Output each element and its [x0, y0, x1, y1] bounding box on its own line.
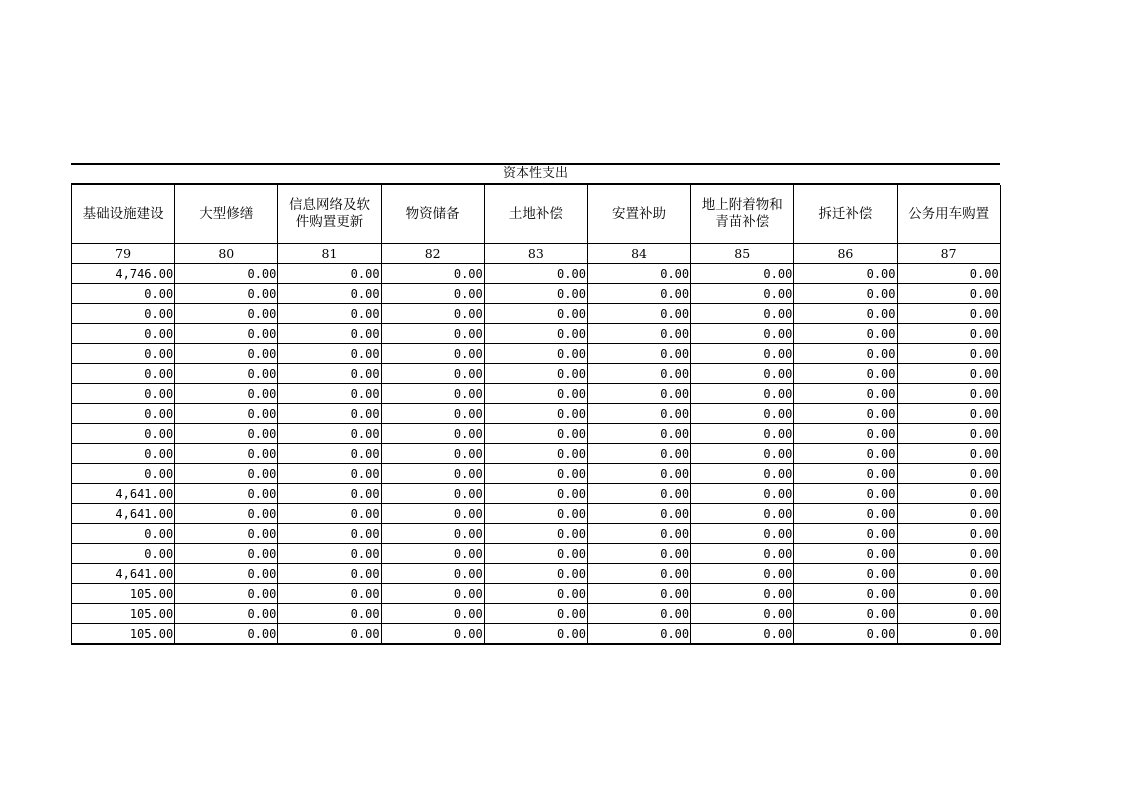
- table-cell[interactable]: 0.00: [897, 284, 1000, 304]
- table-row: [72, 384, 1001, 404]
- table-cell[interactable]: 0.00: [587, 584, 690, 604]
- table-cell[interactable]: 0.00: [794, 544, 897, 564]
- table-cell[interactable]: 0.00: [484, 584, 587, 604]
- table-cell[interactable]: 0.00: [72, 284, 175, 304]
- table-cell[interactable]: 0.00: [278, 344, 381, 364]
- table-cell[interactable]: 0.00: [278, 324, 381, 344]
- table-cell[interactable]: 0.00: [484, 564, 587, 584]
- column-header: 地上附着物和青苗补偿: [691, 185, 794, 244]
- table-cell[interactable]: 0.00: [587, 624, 690, 645]
- table-cell[interactable]: 0.00: [587, 604, 690, 624]
- table-cell[interactable]: 0.00: [691, 284, 794, 304]
- table-row: [72, 504, 1001, 524]
- table-cell[interactable]: 0.00: [278, 464, 381, 484]
- table-cell[interactable]: 0.00: [587, 484, 690, 504]
- table-row: [72, 344, 1001, 364]
- table-cell[interactable]: 0.00: [72, 384, 175, 404]
- table-cell[interactable]: 0.00: [794, 444, 897, 464]
- table-cell[interactable]: 0.00: [897, 524, 1000, 544]
- table-cell[interactable]: 0.00: [175, 464, 278, 484]
- table-cell[interactable]: 0.00: [794, 344, 897, 364]
- table-cell[interactable]: 0.00: [691, 324, 794, 344]
- table-cell[interactable]: 0.00: [278, 504, 381, 524]
- table-cell[interactable]: 0.00: [691, 444, 794, 464]
- table-cell[interactable]: 0.00: [587, 524, 690, 544]
- table-row: [72, 524, 1001, 544]
- table-cell[interactable]: 0.00: [175, 364, 278, 384]
- table-cell[interactable]: 0.00: [794, 304, 897, 324]
- table-cell[interactable]: 0.00: [897, 604, 1000, 624]
- table-cell[interactable]: 0.00: [897, 464, 1000, 484]
- table-cell[interactable]: 0.00: [72, 464, 175, 484]
- table-cell[interactable]: 0.00: [278, 284, 381, 304]
- table-cell[interactable]: 0.00: [587, 464, 690, 484]
- column-header: 拆迁补偿: [794, 185, 897, 244]
- table-cell[interactable]: 0.00: [897, 384, 1000, 404]
- table-cell[interactable]: 0.00: [897, 444, 1000, 464]
- table-cell[interactable]: 0.00: [484, 524, 587, 544]
- column-code: 86: [794, 244, 897, 264]
- table-cell[interactable]: 0.00: [484, 324, 587, 344]
- table-cell[interactable]: 0.00: [278, 624, 381, 645]
- column-header: 物资储备: [381, 185, 484, 244]
- table-cell[interactable]: 4,641.00: [72, 564, 175, 584]
- table-cell[interactable]: 0.00: [381, 284, 484, 304]
- column-header: 基础设施建设: [72, 185, 175, 244]
- data-table: [71, 185, 1001, 645]
- column-header: 公务用车购置: [897, 185, 1000, 244]
- table-row: [72, 404, 1001, 424]
- table-cell[interactable]: 0.00: [794, 364, 897, 384]
- table-cell[interactable]: 0.00: [175, 344, 278, 364]
- column-header: 土地补偿: [484, 185, 587, 244]
- table-cell[interactable]: 0.00: [484, 624, 587, 645]
- table-cell[interactable]: 0.00: [897, 424, 1000, 444]
- table-cell[interactable]: 0.00: [278, 264, 381, 284]
- table-cell[interactable]: 0.00: [381, 264, 484, 284]
- table-cell[interactable]: 0.00: [278, 484, 381, 504]
- table-cell[interactable]: 0.00: [897, 564, 1000, 584]
- table-cell[interactable]: 0.00: [897, 584, 1000, 604]
- table-cell[interactable]: 0.00: [794, 584, 897, 604]
- table-cell[interactable]: 0.00: [794, 324, 897, 344]
- table-cell[interactable]: 0.00: [794, 504, 897, 524]
- table-cell[interactable]: 0.00: [691, 384, 794, 404]
- table-cell[interactable]: 0.00: [175, 484, 278, 504]
- table-cell[interactable]: 0.00: [794, 464, 897, 484]
- table-cell[interactable]: 0.00: [278, 564, 381, 584]
- table-cell[interactable]: 0.00: [175, 324, 278, 344]
- table-cell[interactable]: 0.00: [897, 324, 1000, 344]
- table-cell[interactable]: 0.00: [72, 344, 175, 364]
- table-cell[interactable]: 0.00: [691, 464, 794, 484]
- table-cell[interactable]: 0.00: [175, 524, 278, 544]
- table-cell[interactable]: 0.00: [278, 304, 381, 324]
- table-cell[interactable]: 0.00: [72, 544, 175, 564]
- table-cell[interactable]: 0.00: [691, 624, 794, 645]
- column-code-row: [72, 244, 1001, 264]
- table-cell[interactable]: 0.00: [484, 384, 587, 404]
- column-code: 85: [691, 244, 794, 264]
- table-cell[interactable]: 0.00: [587, 264, 690, 284]
- column-code: 81: [278, 244, 381, 264]
- table-cell[interactable]: 0.00: [381, 544, 484, 564]
- table-cell[interactable]: 0.00: [691, 484, 794, 504]
- table-cell[interactable]: 0.00: [381, 364, 484, 384]
- table-cell[interactable]: 105.00: [72, 604, 175, 624]
- table-row: [72, 624, 1001, 645]
- table-row: [72, 304, 1001, 324]
- table-cell[interactable]: 0.00: [484, 484, 587, 504]
- table-cell[interactable]: 0.00: [278, 584, 381, 604]
- table-cell[interactable]: 0.00: [175, 384, 278, 404]
- table-cell[interactable]: 0.00: [381, 584, 484, 604]
- table-cell[interactable]: 0.00: [691, 524, 794, 544]
- column-code: 83: [484, 244, 587, 264]
- table-cell[interactable]: 0.00: [484, 364, 587, 384]
- table-cell[interactable]: 0.00: [794, 604, 897, 624]
- table-cell[interactable]: 0.00: [278, 544, 381, 564]
- table-cell[interactable]: 0.00: [794, 564, 897, 584]
- table-cell[interactable]: 0.00: [587, 504, 690, 524]
- table-cell[interactable]: 0.00: [691, 304, 794, 324]
- table-cell[interactable]: 0.00: [897, 404, 1000, 424]
- column-code: 80: [175, 244, 278, 264]
- table-cell[interactable]: 0.00: [381, 344, 484, 364]
- table-row: [72, 364, 1001, 384]
- table-cell[interactable]: 0.00: [897, 504, 1000, 524]
- column-code: 79: [72, 244, 175, 264]
- column-header: 大型修缮: [175, 185, 278, 244]
- table-cell[interactable]: 4,641.00: [72, 504, 175, 524]
- table-cell[interactable]: 0.00: [72, 404, 175, 424]
- column-header: 信息网络及软件购置更新: [278, 185, 381, 244]
- table-row: [72, 484, 1001, 504]
- table-cell[interactable]: 0.00: [587, 564, 690, 584]
- table-cell[interactable]: 0.00: [484, 404, 587, 424]
- table-cell[interactable]: 0.00: [691, 424, 794, 444]
- table-cell[interactable]: 105.00: [72, 584, 175, 604]
- table-cell[interactable]: 0.00: [278, 444, 381, 464]
- table-cell[interactable]: 0.00: [484, 464, 587, 484]
- table-cell[interactable]: 0.00: [175, 424, 278, 444]
- table-cell[interactable]: 0.00: [691, 264, 794, 284]
- column-header-row: [72, 185, 1001, 244]
- table-cell[interactable]: 0.00: [794, 404, 897, 424]
- table-cell[interactable]: 0.00: [897, 484, 1000, 504]
- table-cell[interactable]: 0.00: [794, 284, 897, 304]
- table-cell[interactable]: 0.00: [175, 444, 278, 464]
- column-header: 安置补助: [587, 185, 690, 244]
- spreadsheet-page: [71, 163, 1000, 645]
- table-cell[interactable]: 0.00: [484, 264, 587, 284]
- table-cell[interactable]: 0.00: [794, 624, 897, 645]
- table-cell[interactable]: 0.00: [381, 424, 484, 444]
- table-cell[interactable]: 0.00: [278, 424, 381, 444]
- table-cell[interactable]: 0.00: [794, 484, 897, 504]
- table-cell[interactable]: 0.00: [587, 364, 690, 384]
- column-code: 84: [587, 244, 690, 264]
- table-cell[interactable]: 0.00: [381, 504, 484, 524]
- table-cell[interactable]: 0.00: [587, 444, 690, 464]
- table-row: [72, 424, 1001, 444]
- table-cell[interactable]: 0.00: [175, 264, 278, 284]
- table-cell[interactable]: 0.00: [381, 404, 484, 424]
- table-cell[interactable]: 0.00: [794, 264, 897, 284]
- table-cell[interactable]: 0.00: [72, 364, 175, 384]
- table-row: [72, 444, 1001, 464]
- table-cell[interactable]: 0.00: [484, 424, 587, 444]
- table-cell[interactable]: 0.00: [72, 444, 175, 464]
- table-cell[interactable]: 0.00: [381, 444, 484, 464]
- column-code: 82: [381, 244, 484, 264]
- table-cell[interactable]: 0.00: [484, 604, 587, 624]
- table-cell[interactable]: 0.00: [484, 444, 587, 464]
- table-cell[interactable]: 0.00: [72, 304, 175, 324]
- table-cell[interactable]: 0.00: [175, 604, 278, 624]
- table-cell[interactable]: 0.00: [484, 504, 587, 524]
- table-cell[interactable]: 0.00: [175, 544, 278, 564]
- table-cell[interactable]: 0.00: [691, 404, 794, 424]
- table-cell[interactable]: 0.00: [278, 364, 381, 384]
- column-code: 87: [897, 244, 1000, 264]
- table-cell[interactable]: 0.00: [587, 544, 690, 564]
- table-cell[interactable]: 0.00: [381, 624, 484, 645]
- table-cell[interactable]: 0.00: [278, 524, 381, 544]
- table-row: [72, 584, 1001, 604]
- table-cell[interactable]: 0.00: [897, 304, 1000, 324]
- table-body: [72, 264, 1001, 645]
- table-cell[interactable]: 0.00: [691, 584, 794, 604]
- table-cell[interactable]: 0.00: [175, 404, 278, 424]
- table-cell[interactable]: 0.00: [175, 564, 278, 584]
- table-cell[interactable]: 0.00: [587, 284, 690, 304]
- section-title: 资本性支出: [71, 165, 1000, 185]
- table-cell[interactable]: 0.00: [278, 604, 381, 624]
- table-row: [72, 284, 1001, 304]
- table-row: [72, 264, 1001, 284]
- table-cell[interactable]: 0.00: [381, 564, 484, 584]
- table-cell[interactable]: 0.00: [587, 344, 690, 364]
- table-cell[interactable]: 0.00: [691, 504, 794, 524]
- table-cell[interactable]: 0.00: [691, 604, 794, 624]
- table-cell[interactable]: 0.00: [175, 304, 278, 324]
- table-cell[interactable]: 0.00: [484, 344, 587, 364]
- table-cell[interactable]: 0.00: [897, 624, 1000, 645]
- table-cell[interactable]: 0.00: [897, 344, 1000, 364]
- table-cell[interactable]: 0.00: [381, 524, 484, 544]
- table-cell[interactable]: 0.00: [794, 384, 897, 404]
- table-cell[interactable]: 0.00: [381, 304, 484, 324]
- table-cell[interactable]: 0.00: [175, 624, 278, 645]
- table-row: [72, 464, 1001, 484]
- table-cell[interactable]: 0.00: [691, 544, 794, 564]
- table-cell[interactable]: 0.00: [897, 364, 1000, 384]
- table-row: [72, 544, 1001, 564]
- table-row: [72, 564, 1001, 584]
- table-cell[interactable]: 0.00: [484, 304, 587, 324]
- table-cell[interactable]: 105.00: [72, 624, 175, 645]
- table-cell[interactable]: 0.00: [381, 484, 484, 504]
- table-cell[interactable]: 0.00: [897, 264, 1000, 284]
- table-cell[interactable]: 0.00: [897, 544, 1000, 564]
- table-cell[interactable]: 0.00: [587, 324, 690, 344]
- table-cell[interactable]: 4,641.00: [72, 484, 175, 504]
- table-cell[interactable]: 0.00: [72, 524, 175, 544]
- table-row: [72, 604, 1001, 624]
- table-cell[interactable]: 0.00: [484, 284, 587, 304]
- table-cell[interactable]: 0.00: [175, 504, 278, 524]
- table-cell[interactable]: 0.00: [587, 404, 690, 424]
- table-row: [72, 324, 1001, 344]
- table-cell[interactable]: 0.00: [175, 584, 278, 604]
- table-cell[interactable]: 0.00: [381, 464, 484, 484]
- table-cell[interactable]: 0.00: [691, 564, 794, 584]
- table-cell[interactable]: 0.00: [587, 424, 690, 444]
- table-cell[interactable]: 0.00: [381, 384, 484, 404]
- table-cell[interactable]: 0.00: [72, 324, 175, 344]
- table-cell[interactable]: 0.00: [484, 544, 587, 564]
- table-cell[interactable]: 0.00: [278, 384, 381, 404]
- table-cell[interactable]: 0.00: [691, 364, 794, 384]
- table-cell[interactable]: 0.00: [381, 604, 484, 624]
- table-cell[interactable]: 0.00: [587, 304, 690, 324]
- table-cell[interactable]: 0.00: [278, 404, 381, 424]
- table-cell[interactable]: 0.00: [794, 424, 897, 444]
- table-cell[interactable]: 0.00: [691, 344, 794, 364]
- table-cell[interactable]: 0.00: [794, 524, 897, 544]
- table-cell[interactable]: 0.00: [175, 284, 278, 304]
- table-cell[interactable]: 0.00: [587, 384, 690, 404]
- table-cell[interactable]: 4,746.00: [72, 264, 175, 284]
- table-cell[interactable]: 0.00: [381, 324, 484, 344]
- table-cell[interactable]: 0.00: [72, 424, 175, 444]
